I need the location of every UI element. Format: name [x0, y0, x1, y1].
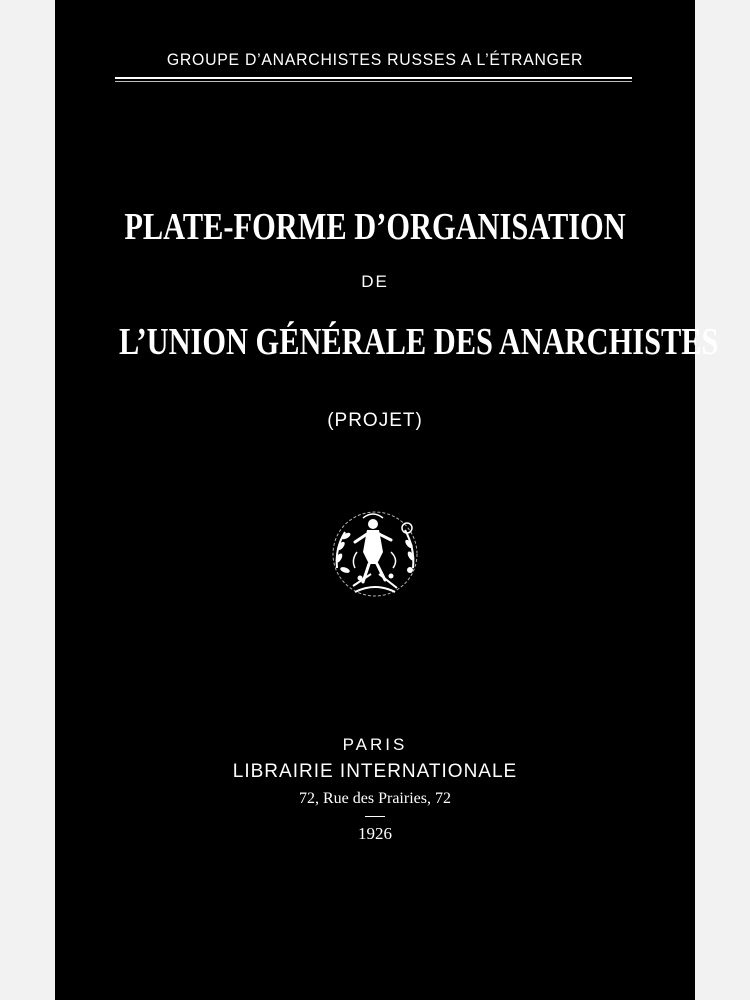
imprint-address: 72, Rue des Prairies, 72	[299, 790, 451, 807]
header-rule-thin	[115, 81, 632, 82]
imprint-city: PARIS	[342, 735, 408, 754]
allegorical-figure-emblem-icon	[327, 508, 423, 600]
publisher-group-heading: GROUPE D’ANARCHISTES RUSSES A L’ÉTRANGER	[166, 50, 584, 69]
imprint-year: 1926	[358, 824, 392, 843]
imprint-publisher: LIBRAIRIE INTERNATIONALE	[232, 761, 518, 782]
title-connector: DE	[361, 272, 389, 291]
title-line-2: L’UNION GÉNÉRALE DES ANARCHISTES	[119, 321, 719, 363]
header-rule-thick	[115, 77, 632, 79]
imprint-divider	[365, 816, 385, 817]
title-line-1: PLATE-FORME D’ORGANISATION	[124, 206, 626, 248]
subtitle-projet: (PROJET)	[327, 410, 423, 431]
book-cover	[55, 0, 719, 1000]
